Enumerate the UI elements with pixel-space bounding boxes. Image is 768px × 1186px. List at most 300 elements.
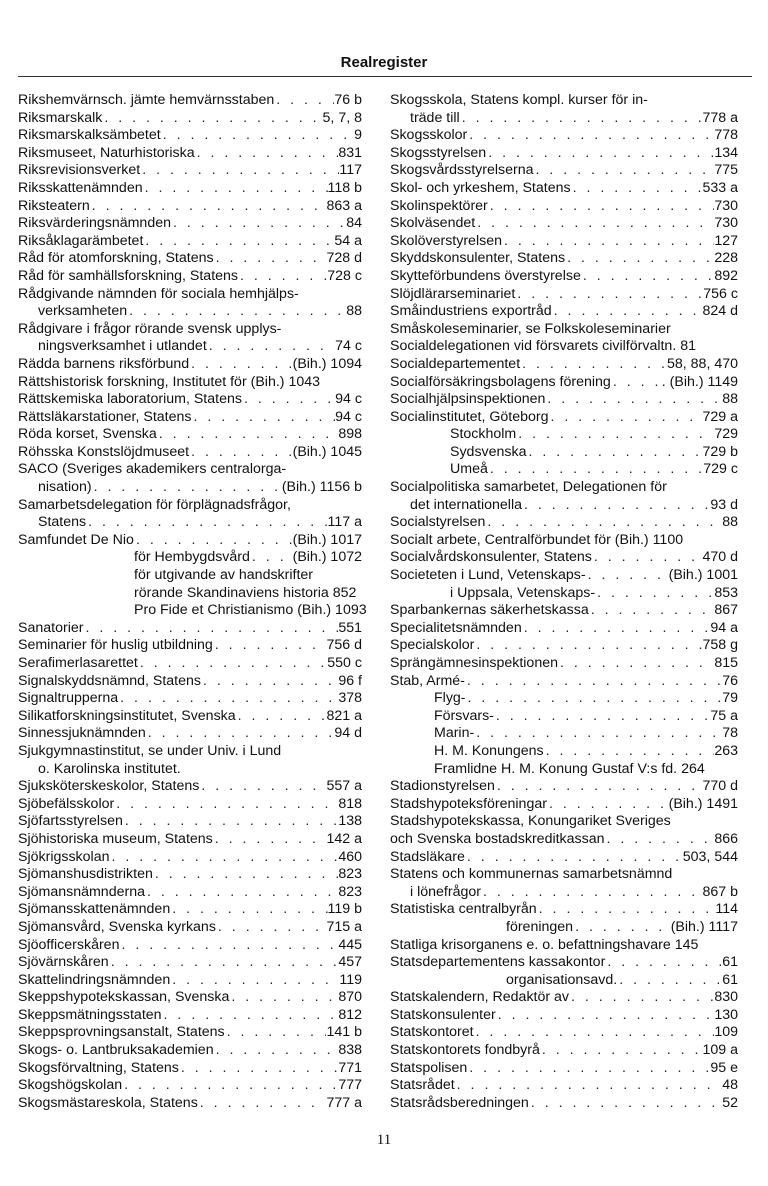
index-entry [390, 690, 738, 708]
leader-dots [571, 180, 703, 198]
index-entry [18, 725, 362, 743]
entry-text: Sjöhistoriska museum, Statens [18, 830, 213, 847]
leader-dots [534, 162, 715, 180]
entry-page-ref: 460 [338, 848, 362, 865]
leader-dots [161, 127, 354, 145]
index-entry [18, 901, 362, 919]
entry-page-ref: 892 [714, 267, 738, 284]
index-entry [390, 1007, 738, 1025]
entry-page-ref: 770 d [702, 778, 738, 795]
index-entry [18, 567, 362, 585]
leader-dots [494, 708, 710, 726]
leader-dots [134, 532, 293, 550]
index-entry [18, 303, 362, 321]
entry-text: Skogsmästareskola, Statens [18, 1094, 198, 1111]
leader-dots [123, 813, 338, 831]
entry-text: Sparbankernas säkerhetskassa [390, 602, 589, 619]
entry-text: Specialitetsnämnden [390, 619, 522, 636]
entry-page-ref: 550 c [327, 655, 362, 671]
entry-text: Rikshemvärnsch. jämte hemvärnsstaben [18, 92, 275, 108]
entry-text: träde till [410, 109, 460, 126]
entry-text: nisation) [38, 479, 92, 496]
entry-text: Marin- [434, 725, 475, 742]
leader-dots [127, 303, 346, 321]
entry-page-ref: 853 [714, 584, 738, 601]
index-entry [18, 1095, 362, 1113]
index-entry [390, 1095, 738, 1113]
entry-page-ref: 94 c [335, 408, 362, 425]
entry-text: och Svenska bostadskreditkassan [390, 830, 605, 847]
index-entry [18, 708, 362, 726]
index-entry [390, 338, 738, 356]
leader-dots [157, 426, 339, 444]
leader-dots [611, 374, 662, 392]
entry-text: Socialinstitutet, Göteborg [390, 408, 549, 425]
leader-dots [250, 549, 293, 567]
leader-dots [467, 127, 714, 145]
entry-text: Socialvårdskonsulenter, Statens [390, 549, 592, 566]
entry-page-ref: 119 b [327, 901, 362, 918]
index-entry [390, 391, 738, 409]
index-entry [390, 1042, 738, 1060]
entry-page-ref: 48 [722, 1077, 738, 1094]
entry-page-ref: 58, 88, 470 [667, 355, 738, 372]
entry-text: Försvars- [434, 707, 494, 724]
leader-dots [522, 620, 711, 638]
index-entry [18, 919, 362, 937]
entry-text: Riksåklagarämbetet [18, 232, 144, 249]
index-entry [18, 620, 362, 638]
entry-text: Skogsskola, Statens kompl. kurser för in- [390, 92, 648, 108]
leader-dots [140, 162, 339, 180]
leader-dots [118, 690, 338, 708]
entry-page-ref: 775 [714, 162, 738, 179]
entry-text: Riksvärderingsnämnden [18, 215, 171, 232]
index-entry [390, 796, 738, 814]
index-entry [18, 796, 362, 814]
index-entry [18, 637, 362, 655]
entry-page-ref: 729 c [703, 461, 738, 478]
leader-dots [485, 514, 722, 532]
entry-page-ref: 771 [338, 1059, 362, 1076]
leader-dots [109, 954, 339, 972]
page-title: Realregister [340, 54, 428, 71]
right-column [390, 92, 738, 1112]
leader-dots [465, 673, 722, 691]
index-entry [390, 250, 738, 268]
index-entry [390, 215, 738, 233]
entry-page-ref: 812 [338, 1006, 362, 1023]
entry-page-ref: 138 [338, 813, 362, 830]
index-entry [390, 937, 738, 955]
index-entry [18, 585, 362, 603]
entry-text: Riksmarskalk [18, 109, 103, 126]
entry-text: ningsverksamhet i utlandet [38, 338, 207, 355]
leader-dots [455, 1077, 723, 1095]
entry-page-ref: 74 c [335, 338, 362, 355]
leader-dots [605, 954, 722, 972]
entry-text: Skogsstyrelsen [390, 144, 487, 161]
entry-text: Statens [38, 514, 87, 531]
index-entry [18, 1007, 362, 1025]
leader-dots [460, 110, 703, 128]
index-entry [390, 743, 738, 761]
leader-dots [143, 180, 328, 198]
entry-page-ref: 141 b [326, 1024, 362, 1041]
index-entry [18, 338, 362, 356]
entry-text: Statsrådet [390, 1077, 455, 1094]
entry-text: Signaltrupperna [18, 690, 119, 707]
leader-dots [586, 567, 669, 585]
entry-text: Skol- och yrkeshem, Statens [390, 179, 571, 196]
leader-dots [495, 778, 703, 796]
leader-dots [238, 268, 327, 286]
index-entry [390, 1024, 738, 1042]
index-entry [18, 409, 362, 427]
index-entry [18, 690, 362, 708]
page-number: 11 [376, 1132, 392, 1148]
entry-text: SACO (Sveriges akademikers centralorga- [18, 461, 287, 478]
entry-page-ref: 109 a [702, 1042, 738, 1059]
entry-text: Statskonsulenter [390, 1006, 496, 1023]
entry-text: Socialhjälpsinspektionen [390, 391, 546, 408]
entry-text: Socialstyrelsen [390, 514, 486, 531]
leader-dots [527, 444, 703, 462]
index-entry [390, 1060, 738, 1078]
entry-page-ref: 830 [714, 989, 738, 1006]
entry-text: föreningen [506, 918, 574, 935]
index-entry [390, 303, 738, 321]
entry-text: Skolöverstyrelsen [390, 232, 502, 249]
entry-page-ref: 470 d [702, 549, 738, 566]
entry-page-ref: 130 [714, 1006, 738, 1023]
index-entry [390, 461, 738, 479]
leader-dots [515, 286, 703, 304]
entry-text: Sjuksköterskeskolor, Statens [18, 778, 200, 795]
leader-dots [544, 743, 715, 761]
entry-page-ref: 457 [338, 954, 362, 971]
entry-text: Socialpolitiska samarbetet, Delegationen för [390, 479, 667, 496]
entry-text: Statsdepartementens kassakontor [390, 954, 606, 971]
index-entry [18, 761, 362, 779]
entry-page-ref: 88 [722, 391, 738, 408]
leader-dots [502, 233, 714, 251]
index-entry [390, 989, 738, 1007]
entry-page-ref: 756 d [326, 637, 362, 654]
entry-text: Statskontoret [390, 1024, 474, 1041]
index-entry [18, 198, 362, 216]
leader-dots [549, 409, 703, 427]
leader-dots [466, 690, 723, 708]
index-entry [390, 602, 738, 620]
entry-page-ref: 88 [722, 514, 738, 531]
leader-dots [481, 884, 703, 902]
entry-text: Sjöofficerskåren [18, 936, 120, 953]
entry-page-ref: (Bih.) 1072 [292, 549, 362, 566]
leader-dots [179, 1060, 338, 1078]
index-entry [390, 761, 738, 779]
leader-dots [605, 831, 715, 849]
entry-page-ref: 715 a [326, 918, 362, 935]
entry-text: Skeppsprovningsanstalt, Statens [18, 1024, 225, 1041]
entry-text: Socialdepartementet [390, 355, 521, 372]
entry-page-ref: 777 a [326, 1094, 362, 1111]
entry-text: Sanatorier [18, 619, 84, 636]
index-entry [18, 444, 362, 462]
entry-text: Stadionstyrelsen [390, 778, 495, 795]
leader-dots [552, 303, 703, 321]
index-entry [18, 233, 362, 251]
leader-dots [488, 461, 703, 479]
index-entry [18, 110, 362, 128]
entry-text: Silikatforskningsinstitutet, Svenska [18, 707, 236, 724]
entry-page-ref: 54 a [334, 232, 362, 249]
entry-text: Framlidne H. M. Konung Gustaf V:s fd. 264 [434, 760, 705, 777]
entry-page-ref: (Bih.) 1491 [668, 795, 738, 812]
entry-text: Riksskattenämnden [18, 179, 143, 196]
entry-page-ref: 119 [339, 971, 362, 988]
entry-page-ref: 9 [354, 127, 362, 144]
index-entry [18, 1042, 362, 1060]
index-entry [18, 813, 362, 831]
entry-page-ref: 777 [338, 1077, 362, 1094]
leader-dots [145, 884, 338, 902]
entry-text: Statskontorets fondbyrå [390, 1042, 540, 1059]
entry-text: Signalskyddsnämnd, Statens [18, 672, 201, 689]
entry-page-ref: 533 a [702, 179, 738, 196]
leader-dots [195, 145, 339, 163]
entry-text: Statspolisen [390, 1059, 468, 1076]
entry-page-ref: 815 [714, 655, 738, 671]
entry-text: Rättsläkarstationer, Statens [18, 408, 192, 425]
entry-page-ref: (Bih.) 1094 [292, 355, 362, 372]
entry-text: Sjukgymnastinstitut, se under Univ. i Lund [18, 742, 282, 759]
entry-text: det internationella [410, 496, 523, 513]
index-entry [18, 250, 362, 268]
leader-dots [114, 796, 338, 814]
leader-dots [496, 1007, 715, 1025]
entry-text: Societeten i Lund, Vetenskaps- [390, 567, 586, 584]
index-entry [390, 919, 738, 937]
index-entry [18, 180, 362, 198]
leader-dots [516, 426, 714, 444]
entry-text: Sjömansvård, Svenska kyrkans [18, 918, 216, 935]
entry-text: Stadshypotekskassa, Konungariket Sveriges [390, 813, 671, 830]
entry-page-ref: 756 c [703, 285, 738, 302]
index-entry [18, 778, 362, 796]
index-entry [18, 127, 362, 145]
leader-dots [520, 356, 667, 374]
entry-page-ref: 730 [714, 197, 738, 214]
index-entry [18, 831, 362, 849]
entry-text: Rådgivande nämnden för sociala hemhjälps- [18, 285, 299, 302]
entry-text: Socialt arbete, Centralförbundet för (Bih.) 1100 [390, 531, 684, 548]
entry-text: verksamheten [38, 303, 128, 320]
leader-dots [465, 849, 683, 867]
entry-text: Råd för samhällsforskning, Statens [18, 267, 239, 284]
entry-text: Rådgivare i frågor rörande svensk upplys- [18, 320, 282, 337]
entry-text: Skogsvårdsstyrelserna [390, 162, 534, 179]
index-entry [390, 444, 738, 462]
leader-dots [153, 866, 338, 884]
entry-text: Riksteatern [18, 197, 90, 214]
entry-text: Rättskemiska laboratorium, Statens [18, 391, 242, 408]
entry-text: Röda korset, Svenska [18, 426, 157, 443]
leader-dots [171, 215, 346, 233]
entry-page-ref: 61 [722, 954, 738, 971]
entry-text: Samarbetsdelegation för förplägnadsfrågor, [18, 496, 291, 513]
index-entry [390, 620, 738, 638]
index-entry [18, 549, 362, 567]
entry-text: Umeå [450, 461, 488, 478]
leader-dots [573, 919, 671, 937]
index-entry [18, 602, 367, 620]
index-entry [390, 673, 738, 691]
index-entry [390, 549, 738, 567]
leader-dots [207, 338, 335, 356]
leader-dots [540, 1042, 703, 1060]
index-entry [18, 972, 362, 990]
entry-page-ref: 898 [338, 426, 362, 443]
leader-dots [216, 919, 327, 937]
leader-dots [170, 972, 339, 990]
leader-dots [119, 937, 338, 955]
entry-text: Råd för atomforskning, Statens [18, 250, 214, 267]
entry-page-ref: 728 d [326, 250, 362, 267]
index-entry [390, 1077, 738, 1095]
index-entry [18, 461, 362, 479]
entry-page-ref: (Bih.) 1156 b [281, 479, 362, 496]
entry-text: Specialskolor [390, 637, 475, 654]
entry-text: Sjömansskattenämnden [18, 901, 171, 918]
leader-dots [595, 585, 714, 603]
entry-text: Småskoleseminarier, se Folkskoleseminarier [390, 320, 671, 337]
index-entry [18, 1077, 362, 1095]
entry-page-ref: 831 [338, 144, 362, 161]
index-entry [18, 954, 362, 972]
entry-text: Skeppsmätningsstaten [18, 1006, 162, 1023]
leader-dots [558, 655, 714, 673]
leader-dots [274, 92, 334, 110]
index-entry [390, 198, 738, 216]
entry-page-ref: 778 a [702, 109, 738, 126]
leader-dots [170, 901, 327, 919]
entry-page-ref: 228 [714, 250, 738, 267]
entry-text: Skogsförvaltning, Statens [18, 1059, 179, 1076]
index-entry [18, 145, 362, 163]
index-entry [18, 268, 362, 286]
index-entry [18, 1024, 362, 1042]
leader-dots [213, 831, 327, 849]
leader-dots [86, 514, 327, 532]
leader-dots [225, 1024, 327, 1042]
index-entry [390, 426, 738, 444]
entry-text: Stockholm [450, 426, 517, 443]
entry-page-ref: 729 a [702, 408, 738, 425]
entry-text: Slöjdlärarseminariet [390, 285, 516, 302]
entry-text: Skolinspektörer [390, 197, 488, 214]
entry-text: Statistiska centralbyrån [390, 901, 537, 918]
leader-dots [214, 250, 327, 268]
leader-dots [242, 391, 335, 409]
entry-page-ref: 93 d [710, 496, 738, 513]
entry-text: i Uppsala, Vetenskaps- [450, 584, 596, 601]
index-entry [18, 162, 362, 180]
leader-dots [474, 637, 702, 655]
index-entry [18, 497, 362, 515]
entry-page-ref: 96 f [338, 672, 362, 689]
entry-page-ref: (Bih.) 1117 [670, 918, 738, 935]
entry-page-ref: 778 [714, 127, 738, 144]
entry-text: Sjömanshusdistrikten [18, 866, 153, 883]
index-entry [18, 286, 362, 304]
index-entry [390, 162, 738, 180]
leader-dots [529, 1095, 722, 1113]
index-entry [390, 356, 738, 374]
entry-page-ref: (Bih.) 1017 [292, 531, 362, 548]
leader-dots [486, 145, 714, 163]
entry-page-ref: 76 b [334, 92, 362, 108]
entry-page-ref: 728 c [327, 267, 362, 284]
entry-text: Riksmuseet, Naturhistoriska [18, 144, 195, 161]
entry-page-ref: 127 [714, 232, 738, 249]
index-entry [390, 479, 738, 497]
leader-dots [162, 1007, 339, 1025]
entry-text: Statliga krisorganens e. o. befattningshavare 145 [390, 936, 699, 953]
leader-dots [102, 110, 322, 128]
leader-dots [109, 849, 338, 867]
index-entry [18, 884, 362, 902]
index-entry [18, 514, 362, 532]
entry-page-ref: 109 [714, 1024, 738, 1041]
entry-text: Sydsvenska [450, 443, 527, 460]
leader-dots [547, 796, 669, 814]
index-entry [390, 321, 738, 339]
entry-page-ref: 867 b [702, 883, 738, 900]
index-entry [390, 514, 738, 532]
entry-page-ref: 866 [714, 830, 738, 847]
index-entry [390, 110, 738, 128]
index-entry [390, 286, 738, 304]
leader-dots [199, 778, 326, 796]
entry-page-ref: 78 [722, 725, 738, 742]
entry-page-ref: 818 [338, 795, 362, 812]
leader-dots [92, 479, 282, 497]
entry-text: Riksrevisionsverket [18, 162, 141, 179]
index-entry [390, 374, 738, 392]
entry-page-ref: 95 e [710, 1059, 738, 1076]
index-entry [18, 374, 362, 392]
entry-page-ref: 117 [339, 162, 362, 179]
index-entry [18, 532, 362, 550]
entry-text: Skattelindringsnämnden [18, 971, 171, 988]
entry-text: Sjöbefälsskolor [18, 795, 115, 812]
entry-text: Seminarier för huslig utbildning [18, 637, 213, 654]
entry-text: Statskalendern, Redaktör av [390, 989, 570, 1006]
index-entry [18, 937, 362, 955]
entry-page-ref: 118 b [327, 179, 362, 196]
entry-page-ref: 445 [338, 936, 362, 953]
entry-page-ref: 551 [338, 619, 362, 636]
index-entry [390, 497, 738, 515]
index-entry [390, 268, 738, 286]
entry-page-ref: 824 d [702, 303, 738, 320]
entry-page-ref: 75 a [710, 707, 738, 724]
entry-text: Småindustriens exportråd [390, 303, 552, 320]
entry-text: Sjövärnskåren [18, 954, 109, 971]
entry-page-ref: 729 [714, 426, 738, 443]
entry-text: Skogs- o. Lantbruksakademien [18, 1042, 214, 1059]
